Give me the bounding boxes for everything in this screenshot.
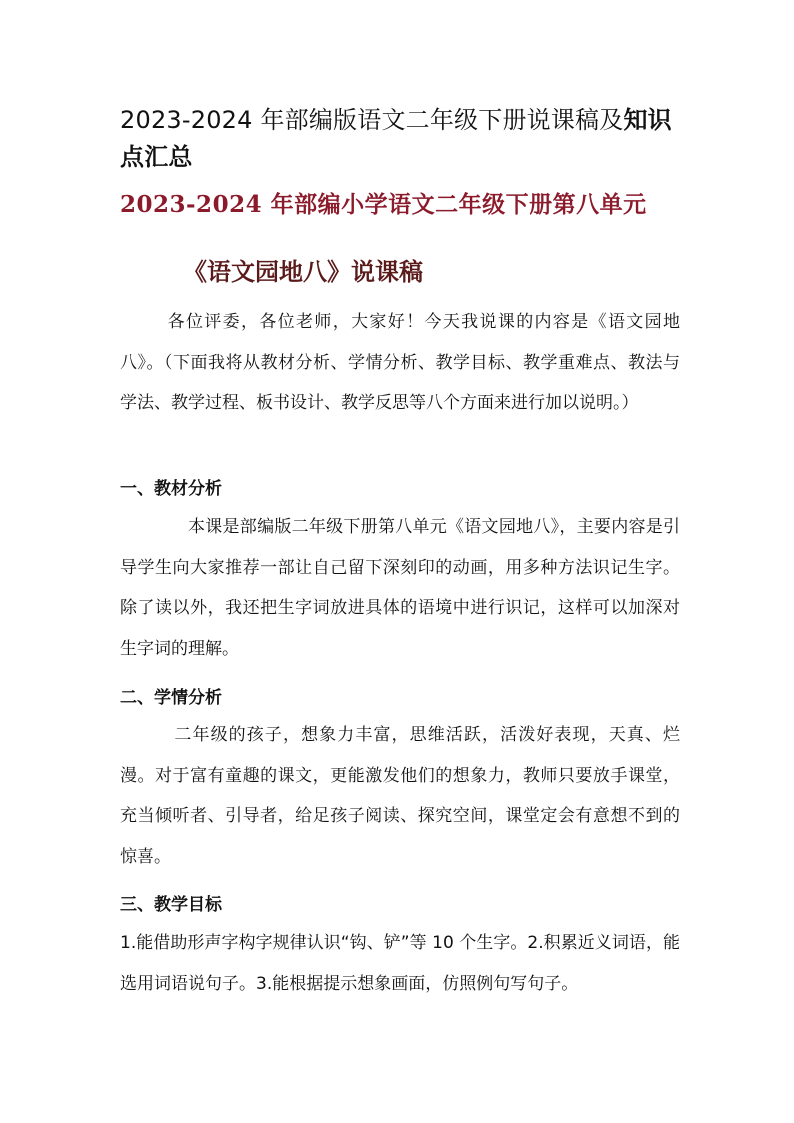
section-heading-teaching-goals: 三、教学目标 bbox=[120, 895, 222, 915]
lesson-title: 《语文园地八》说课稿 bbox=[183, 257, 423, 286]
title-bold: 知识点汇总 bbox=[120, 106, 672, 171]
document-title bbox=[120, 102, 680, 176]
intro-paragraph: 各位评委，各位老师，大家好！今天我说课的内容是《语文园地八》。（下面我将从教材分析、学情分析、教学目标、教学重难点、教法与学法、教学过程、板书设计、教学反思等八个方面来进行加以说明。） bbox=[120, 312, 680, 413]
title-normal: 2023-2024 年部编版语文二年级下册说课稿及 bbox=[120, 106, 624, 134]
section-text-student-analysis: 二年级的孩子，想象力丰富，思维活跃，活泼好表现，天真、烂漫。对于富有童趣的课文，更能激发他们的想象力，教师只要放手课堂，充当倾听者、引导者，给足孩子阅读、探究空间，课堂定会有意想不到的惊喜。 bbox=[120, 725, 680, 867]
section-text-textbook-analysis: 本课是部编版二年级下册第八单元《语文园地八》，主要内容是引导学生向大家推荐一部让自己留下深刻印的动画，用多种方法识记生字。除了读以外，我还把生字词放进具体的语境中进行识记，这样可以加深对生字词的理解。 bbox=[120, 517, 680, 659]
section-heading-textbook-analysis: 一、教材分析 bbox=[120, 479, 222, 499]
unit-subtitle: 2023-2024 年部编小学语文二年级下册第八单元 bbox=[120, 191, 647, 218]
section-text-teaching-goals: 1.能借助形声字构字规律认识“钩、铲”等 10 个生字。2.积累近义词语，能选用词语说句子。3.能根据提示想象画面，仿照例句写句子。 bbox=[120, 933, 680, 994]
section-heading-student-analysis: 二、学情分析 bbox=[120, 688, 222, 708]
